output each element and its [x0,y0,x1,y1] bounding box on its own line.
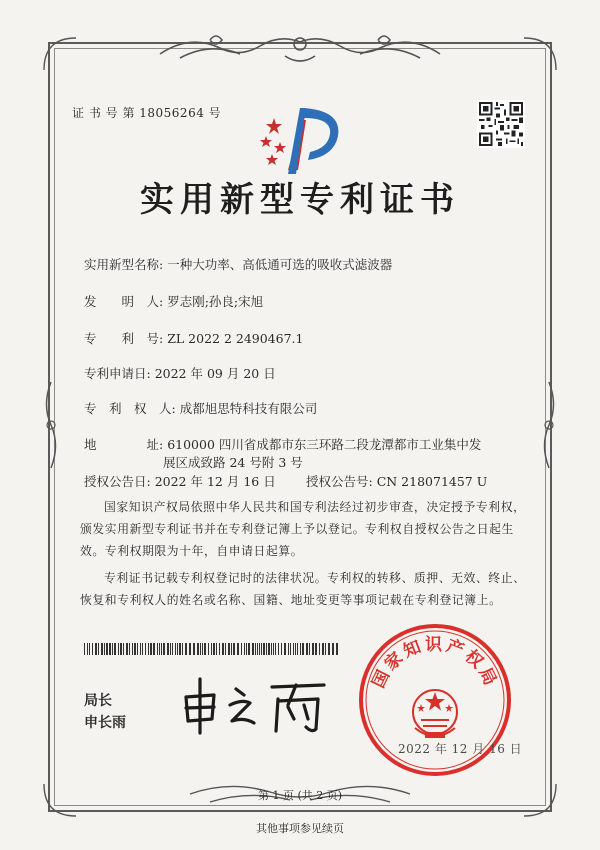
barcode-bar [266,643,267,655]
patentee [84,399,317,417]
barcode-bar [179,643,181,655]
field-label: 专 利 权 人: [84,401,176,416]
seal-text: 国家知识产权局 [368,635,502,692]
barcode-bar [150,643,152,655]
barcode-bar [257,643,258,655]
field-value: ZL 2022 2 2490467.1 [167,331,304,346]
barcode-bar [84,643,85,655]
barcode-bar [252,643,254,655]
seal-date: 2022 年 12 月 16 日 [398,742,523,756]
barcode-bar [189,643,191,655]
barcode-bar [185,643,187,655]
barcode-bar [275,643,276,655]
director-title: 局长 [84,693,112,709]
barcode-bar [312,643,314,655]
barcode-bar [123,643,124,655]
barcode-bar [161,643,162,655]
barcode-bar [322,643,324,655]
barcode-bar [300,643,301,655]
barcode-bar [157,643,158,655]
barcode-bar [332,643,334,655]
utility-model-name [84,255,392,273]
barcode-bar [129,643,130,655]
corner-ornament-icon [520,34,560,74]
barcode-bar [92,643,93,655]
barcode-bar [248,643,250,655]
top-ornament-icon [150,28,450,68]
field-value: 2022 年 12 月 16 日 [154,474,276,489]
barcode-bar [200,643,201,655]
barcode-bar [132,643,133,655]
barcode-bar [309,643,310,655]
barcode-bar [163,643,165,655]
barcode-bar [216,643,217,655]
barcode-bar [211,643,212,655]
barcode-bar [87,643,88,655]
barcode-bar [98,643,99,655]
field-label: 发 明 人: [84,294,164,309]
barcode-bar [297,643,298,655]
barcode-bar [325,643,326,655]
field-label: 地 址: [84,437,164,452]
barcode-bar [237,643,239,655]
barcode-bar [295,643,296,655]
barcode-bar [95,643,97,655]
barcode-bar [290,643,291,655]
barcode-bar [170,643,171,655]
barcode-bar [182,643,183,655]
barcode-bar [197,643,199,655]
field-label: 授权公告号: [306,474,373,489]
corner-ornament-icon [40,34,80,74]
barcode-bar [233,643,235,655]
barcode-bar [114,643,116,655]
barcode-bar [118,643,119,655]
field-label: 专 利 号: [84,331,164,346]
barcode-bar [175,643,176,655]
barcode-bar [112,643,113,655]
patent-office-logo-icon [258,100,346,180]
barcode-bar [202,643,203,655]
barcode-bar [336,643,338,655]
barcode-bar [172,643,173,655]
field-label: 实用新型名称: [84,257,164,272]
inventors [84,292,263,310]
barcode-bar [271,643,272,655]
barcode-bar [126,643,128,655]
barcode-bar [177,643,178,655]
barcode-bar [273,643,274,655]
barcode-bar [293,643,294,655]
barcode-bar [137,643,138,655]
barcode-bar [167,643,169,655]
application-date [84,364,276,382]
field-value: 610000 四川省成都市东三环路二段龙潭都市工业集中发 [167,437,482,452]
barcode-bar [284,643,286,655]
address [84,435,481,453]
right-ornament-icon [538,380,560,470]
barcode-bar [302,643,304,655]
barcode-bar [204,643,206,655]
field-value: 成都旭思特科技有限公司 [179,401,318,416]
field-value: 罗志刚;孙良;宋旭 [167,294,264,309]
barcode-bar [315,643,317,655]
grant-announcement-date [84,472,276,490]
handwritten-signature-icon [180,675,330,735]
barcode-bar [288,643,289,655]
qr-code-icon [477,100,525,148]
legal-status-paragraph: 专利证书记载专利权登记时的法律状况。专利权的转移、质押、无效、终止、恢复和专利权人的姓名或名称、国籍、地址变更等事项记载在专利登记簿上。 [80,571,526,607]
grant-paragraph: 国家知识产权局依照中华人民共和国专利法经过初步审查，决定授予专利权，颁发实用新型专利证书并在专利登记簿上予以登记。专利权自授权公告之日起生效。专利权期限为十年，自申请日起算。 [80,500,526,558]
barcode-bar [89,643,90,655]
barcode-bar [263,643,265,655]
barcode-bar [106,643,108,655]
barcode-bar [328,643,330,655]
barcode-bar [120,643,122,655]
barcode-bar [109,643,111,655]
director-name: 申长雨 [84,715,126,731]
barcode-bar [213,643,215,655]
barcode-bar [145,643,146,655]
barcode-bar [134,643,136,655]
barcode-bar [208,643,209,655]
barcode-bar [219,643,220,655]
field-value: 2022 年 09 月 20 日 [154,366,276,381]
barcode-bar [228,643,230,655]
barcode-bar [268,643,270,655]
barcode-bar [142,643,143,655]
field-value: 一种大功率、高低通可选的吸收式滤波器 [167,257,393,272]
barcode-bar [222,643,224,655]
barcode-bar [281,643,282,655]
barcode-bar [101,643,103,655]
certificate-number: 证 书 号 第 18056264 号 [72,106,222,120]
barcode-bar [306,643,308,655]
barcode-bar [140,643,141,655]
page-number: 第 1 页 (共 2 页) [257,789,343,802]
barcode-bar [225,643,226,655]
address-line-2: 展区成致路 24 号附 3 号 [163,455,303,470]
left-ornament-icon [40,380,62,470]
barcode-bar [231,643,232,655]
grant-announcement-number [306,472,487,490]
footer-note: 其他事项参见续页 [256,822,344,835]
barcode-bar [104,643,105,655]
barcode-bar [261,643,262,655]
field-value: CN 218071457 U [376,474,488,489]
barcode-bar [153,643,155,655]
barcode-bar [244,643,245,655]
field-label: 授权公告日: [84,474,151,489]
barcode-bar [241,643,242,655]
barcode-bar [148,643,149,655]
patent-number [84,329,303,347]
field-label: 专利申请日: [84,366,151,381]
barcode-bar [278,643,279,655]
barcode-bar [246,643,247,655]
barcode-bar [319,643,320,655]
barcode-bar [255,643,256,655]
barcode-bar [159,643,160,655]
certificate-title: 实用新型专利证书 [140,180,460,220]
barcode-bar [259,643,260,655]
barcode-icon [84,643,342,655]
barcode-bar [193,643,195,655]
